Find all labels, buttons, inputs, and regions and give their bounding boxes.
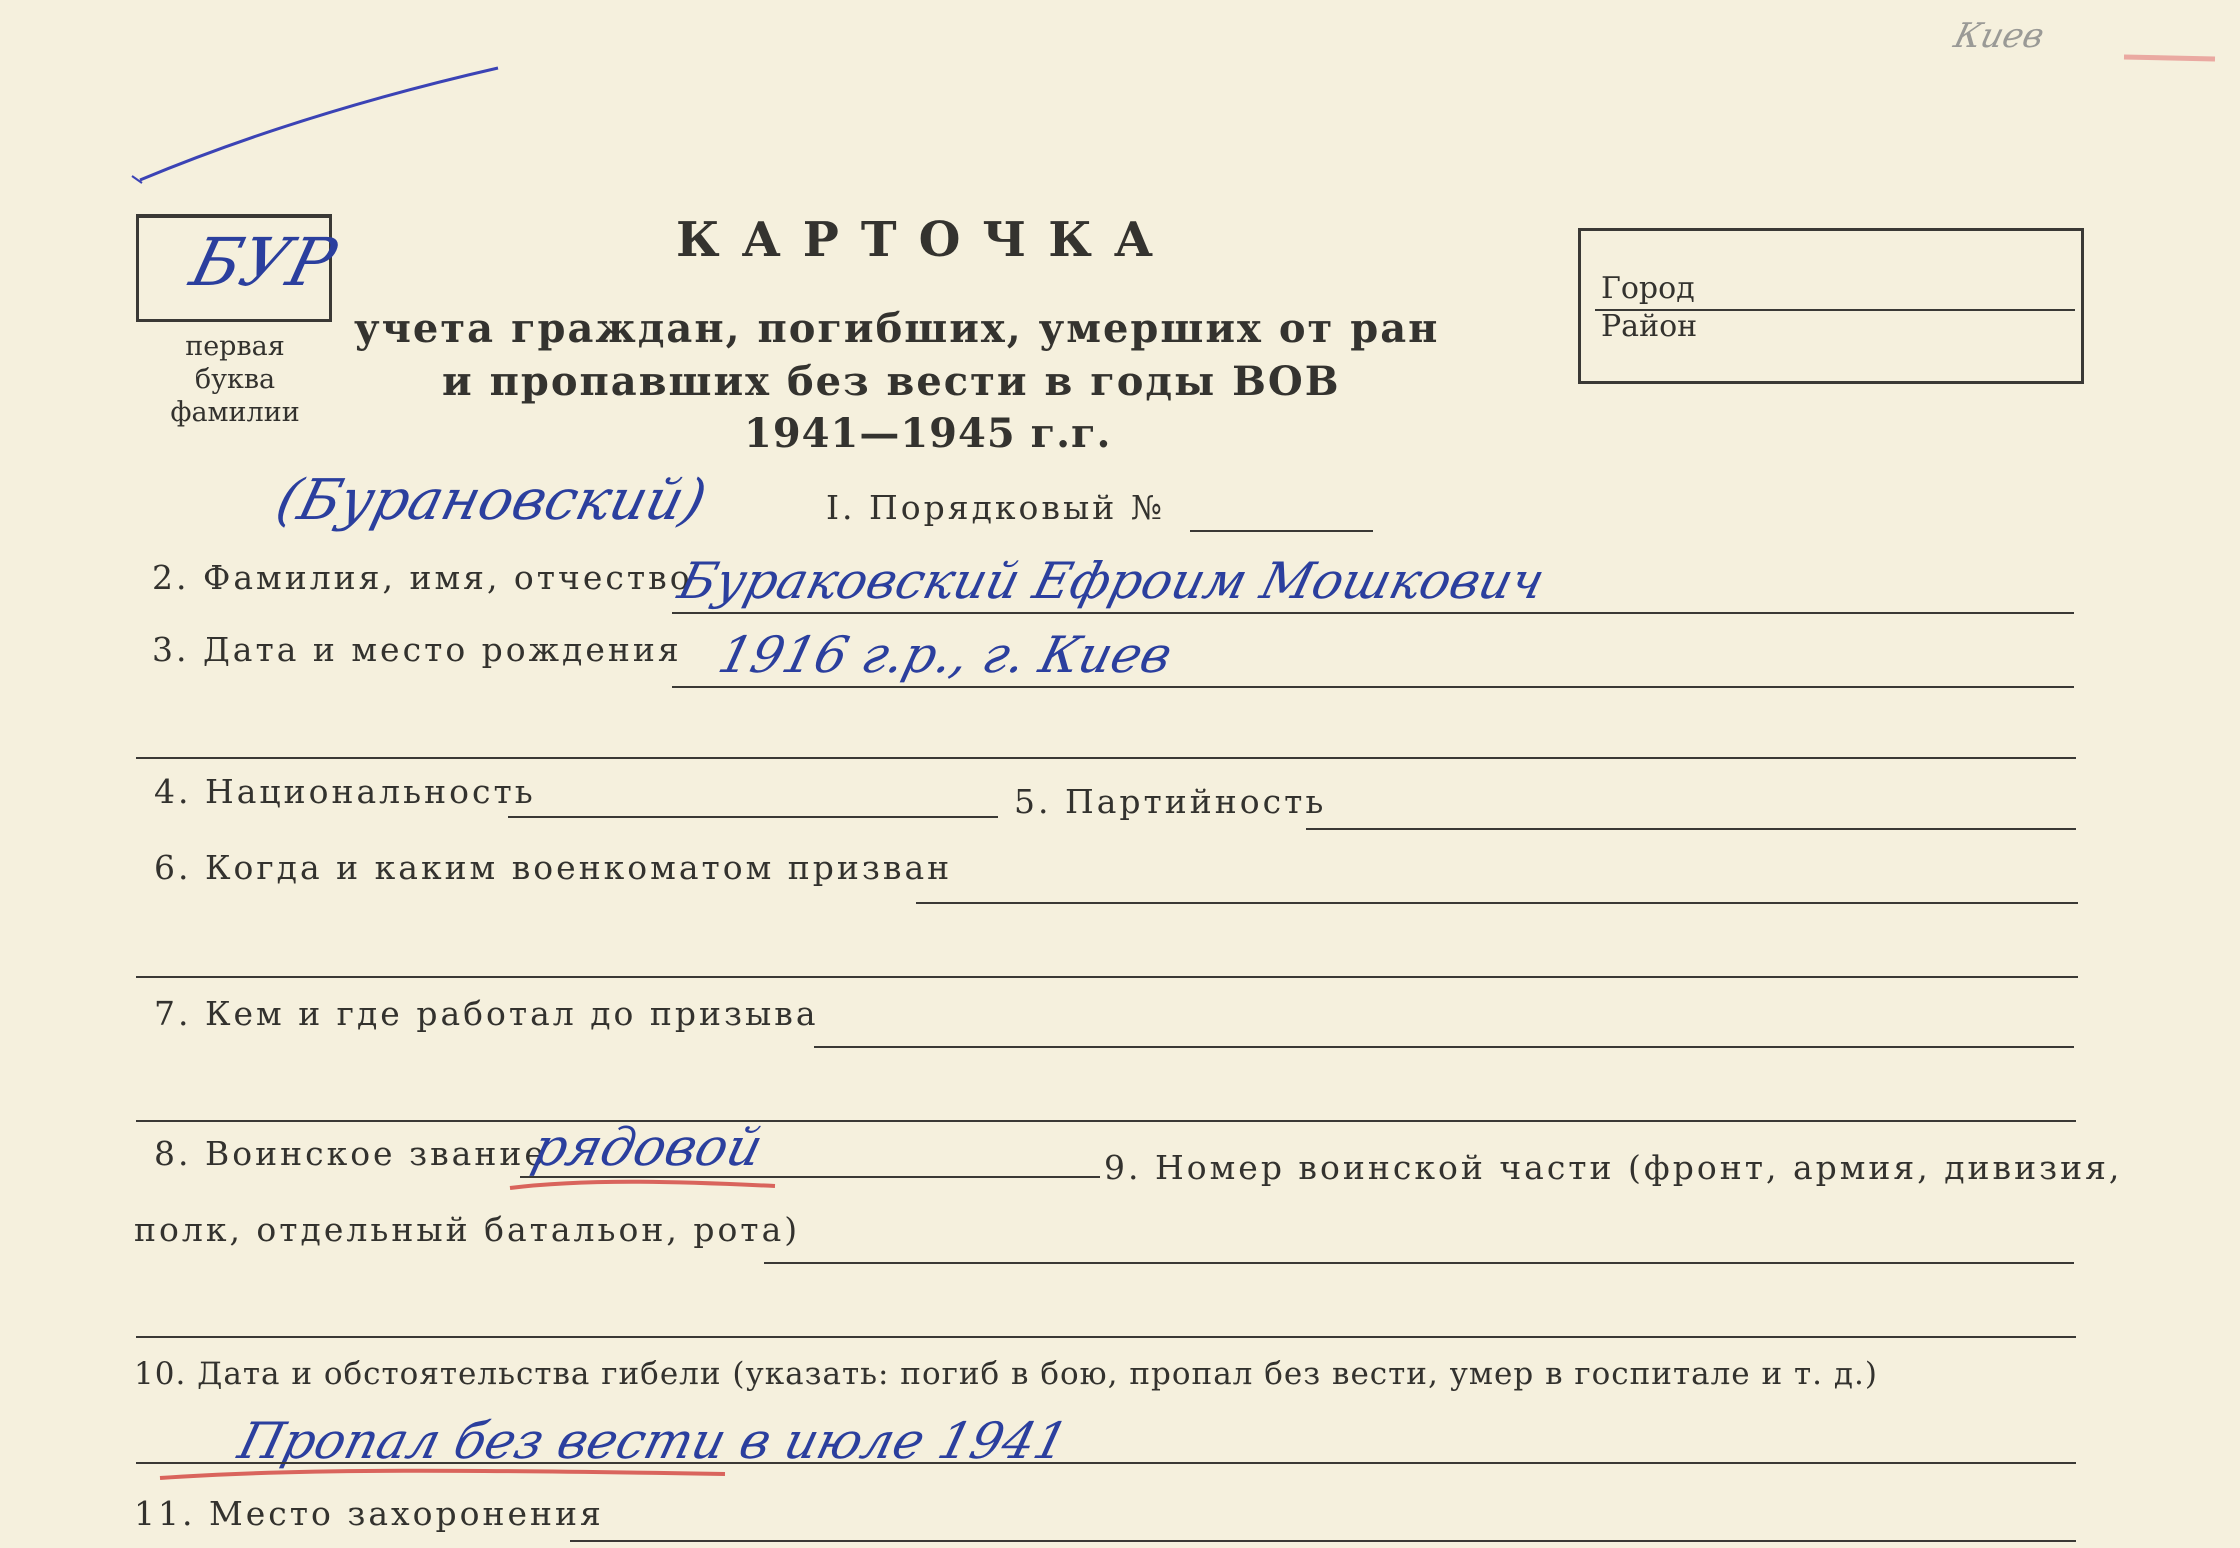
unit-label-cont: полк, отдельный батальон, рота) xyxy=(134,1210,801,1249)
conscription-label: 6. Когда и каким военкоматом призван xyxy=(154,848,953,887)
conscription-line xyxy=(916,902,2078,904)
death-line xyxy=(136,1462,2076,1464)
letter-box-caption xyxy=(140,330,330,429)
full-name-value: Бураковский Ефроим Мошкович xyxy=(672,552,1551,610)
card-subtitle-line2: и пропавших без вести в годы ВОВ xyxy=(442,358,1341,405)
unit-label: 9. Номер воинской части (фронт, армия, дивизия, xyxy=(1104,1148,2123,1187)
unit-line xyxy=(764,1262,2074,1264)
full-name-line xyxy=(672,612,2074,614)
caption-line: фамилии xyxy=(170,397,300,428)
surname-letter-box xyxy=(136,214,344,322)
unit-line-2 xyxy=(136,1336,2076,1338)
death-label: 10. Дата и обстоятельства гибели (указать: погиб в бою, пропал без вести, умер в госпитале и т. д.) xyxy=(134,1356,1878,1392)
birth-value: 1916 г.р., г. Киев xyxy=(712,626,1178,684)
rank-underline-mark xyxy=(500,1170,800,1200)
birth-label: 3. Дата и место рождения xyxy=(152,630,682,669)
death-underline-mark xyxy=(150,1450,750,1490)
party-line xyxy=(1306,828,2076,830)
birth-line xyxy=(672,686,2074,688)
caption-line: буква xyxy=(194,364,276,395)
serial-number-line xyxy=(1190,530,1373,532)
nationality-line xyxy=(508,816,998,818)
full-name-label: 2. Фамилия, имя, отчество xyxy=(152,558,693,597)
work-line-2 xyxy=(136,1120,2076,1122)
location-box xyxy=(1578,228,2084,384)
caption-line: первая xyxy=(185,331,285,362)
burial-line xyxy=(570,1540,2076,1542)
burial-label: 11. Место захоронения xyxy=(134,1494,604,1533)
work-line xyxy=(814,1046,2074,1048)
rank-value: рядовой xyxy=(526,1118,769,1178)
card-subtitle-line1: учета граждан, погибших, умерших от ран xyxy=(354,305,1440,352)
district-label: Район xyxy=(1601,309,1698,344)
death-value: Пропал без вести в июле 1941 xyxy=(232,1412,1074,1470)
birth-line-2 xyxy=(136,757,2076,759)
surname-letter: БУР xyxy=(183,224,344,301)
party-label: 5. Партийность xyxy=(1014,782,1327,821)
conscription-line-2 xyxy=(136,976,2078,978)
card-subtitle-line3: 1941—1945 г.г. xyxy=(744,410,1112,457)
alt-surname: (Бурановский) xyxy=(269,468,713,533)
card-title: КАРТОЧКА xyxy=(676,212,1175,268)
work-label: 7. Кем и где работал до призыва xyxy=(154,994,819,1033)
city-label: Город xyxy=(1601,271,1695,306)
rank-line xyxy=(520,1176,1100,1178)
corner-note: Киев xyxy=(1950,16,2049,56)
rank-label: 8. Воинское звание xyxy=(154,1134,547,1173)
serial-number-label: I. Порядковый № xyxy=(826,488,1165,527)
nationality-label: 4. Национальность xyxy=(154,772,536,811)
